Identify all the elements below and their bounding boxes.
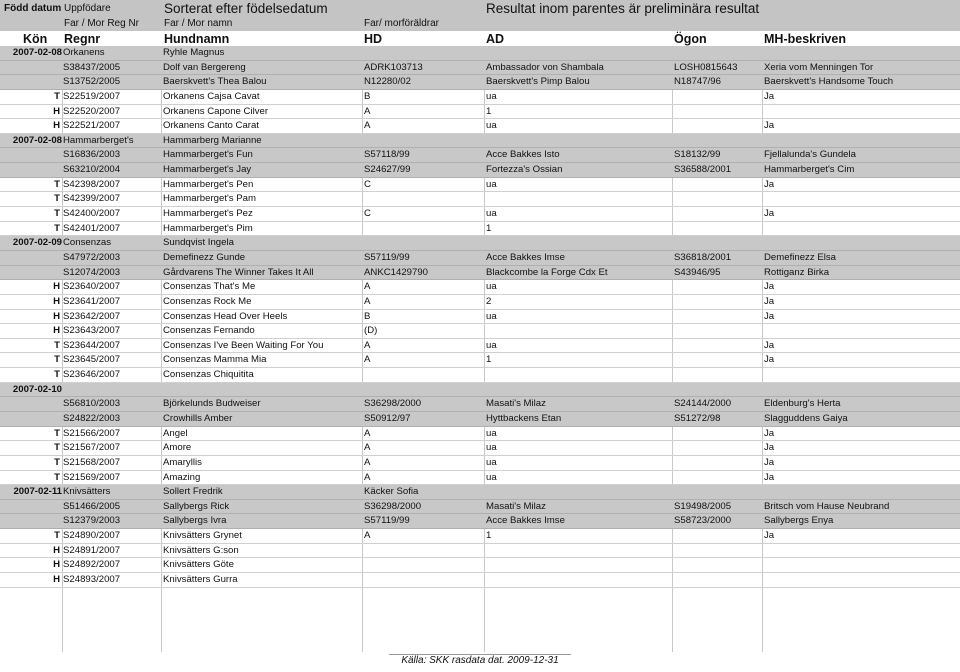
breeder-name: Sundqvist Ingela: [163, 237, 234, 249]
header-ad: AD: [486, 32, 505, 46]
parent-row: [0, 61, 960, 76]
regnr-cell: S22521/2007: [63, 120, 121, 132]
regnr-cell: S23646/2007: [63, 369, 121, 381]
grandparent-name-1: Acce Bakkes Imse: [486, 251, 565, 263]
ad-result-cell: ua: [486, 339, 497, 351]
grandparent-regnr-1: S57118/99: [364, 149, 410, 161]
regnr-cell: S42398/2007: [63, 178, 121, 190]
table-row: [0, 573, 960, 588]
header-far-mor-reg: Far / Mor Reg Nr: [64, 18, 140, 29]
mh-described-cell: Ja: [764, 471, 775, 483]
dog-name-cell: Hammarberget's Pam: [163, 193, 257, 205]
grandparent-name-2: Sallybergs Enya: [764, 515, 834, 527]
parent-row: [0, 397, 960, 412]
parent-name: Gårdvarens The Winner Takes It All: [163, 266, 314, 278]
grandparent-regnr-1: S50912/97: [364, 413, 411, 424]
sex-cell: T: [54, 208, 60, 220]
regnr-cell: S21569/2007: [63, 471, 121, 483]
header-sorterat: Sorterat efter födelsedatum: [164, 1, 328, 16]
ad-result-cell: 1: [486, 354, 492, 366]
parent-regnr: S16836/2003: [63, 149, 121, 161]
dog-name-cell: Hammarberget's Pez: [163, 208, 253, 220]
parent-regnr: S12074/2003: [63, 266, 121, 278]
mh-described-cell: Ja: [764, 178, 775, 190]
hd-result-cell: A: [364, 456, 371, 468]
litter-row: [0, 134, 960, 149]
table-row: [0, 324, 960, 339]
hd-result-cell: C: [364, 208, 371, 220]
parent-name: Hammarberget's Jay: [163, 164, 252, 176]
grandparent-regnr-1: S36298/2000: [364, 500, 422, 512]
parent-name: Crowhills Amber: [163, 413, 233, 424]
parent-regnr: S24822/2003: [63, 413, 121, 424]
grandparent-regnr-2: S58723/2000: [674, 515, 732, 527]
table-row: [0, 192, 960, 207]
parent-row: [0, 412, 960, 427]
parent-name: Björkelunds Budweiser: [163, 398, 261, 410]
mh-described-cell: Ja: [764, 208, 775, 220]
grandparent-name-1: Hyttbackens Etan: [486, 413, 562, 424]
mh-described-cell: Ja: [764, 120, 775, 132]
hd-result-cell: A: [364, 295, 371, 307]
table-row: [0, 105, 960, 120]
grandparent-regnr-2: S24144/2000: [674, 398, 732, 410]
breeder-name: Hammarberg Marianne: [163, 134, 262, 146]
parent-row: [0, 266, 960, 281]
table-row: [0, 339, 960, 354]
table-row: [0, 529, 960, 544]
ad-result-cell: ua: [486, 208, 497, 220]
grandparent-regnr-2: S36588/2001: [674, 164, 732, 176]
birth-date: 2007-02-08: [12, 47, 62, 58]
dog-name-cell: Consenzas Head Over Heels: [163, 310, 288, 322]
sex-cell: H: [53, 105, 60, 117]
parent-name: Baerskvett's Thea Balou: [163, 76, 267, 88]
sex-cell: H: [53, 310, 60, 322]
dog-name-cell: Orkanens Canto Carat: [163, 120, 259, 132]
ad-result-cell: ua: [486, 120, 497, 132]
dog-name-cell: Hammarberget's Pim: [163, 222, 253, 234]
grandparent-name-2: Xeria vom Menningen Tor: [764, 61, 874, 73]
parent-row: [0, 75, 960, 90]
birth-date: 2007-02-10: [12, 383, 62, 395]
parent-regnr: S63210/2004: [63, 164, 121, 176]
grandparent-name-2: Rottiganz Birka: [764, 266, 830, 278]
grandparent-regnr-2: S36818/2001: [674, 251, 732, 263]
ad-result-cell: 2: [486, 295, 492, 307]
litter-row: [0, 485, 960, 500]
parent-name: Hammarberget's Fun: [163, 149, 253, 161]
sex-cell: T: [54, 193, 60, 205]
sex-cell: H: [53, 325, 60, 337]
hd-result-cell: A: [364, 354, 371, 366]
hd-result-cell: C: [364, 178, 371, 190]
table-row: [0, 353, 960, 368]
regnr-cell: S22519/2007: [63, 90, 121, 102]
grandparent-regnr-2: S18132/99: [674, 149, 721, 161]
header-uppfodare: Uppfödare: [64, 3, 111, 14]
regnr-cell: S42400/2007: [63, 208, 121, 220]
sex-cell: T: [54, 530, 60, 542]
parent-row: [0, 251, 960, 266]
regnr-cell: S23644/2007: [63, 339, 121, 351]
table-row: [0, 178, 960, 193]
sex-cell: T: [54, 427, 60, 439]
ad-result-cell: ua: [486, 310, 497, 322]
sex-cell: H: [53, 544, 60, 556]
ad-result-cell: ua: [486, 281, 497, 293]
grandparent-name-1: Masati's Milaz: [486, 398, 546, 410]
litter-row: [0, 236, 960, 251]
breeder-kennel: Hammarberget's: [63, 134, 134, 146]
parent-row: [0, 163, 960, 178]
table-row: [0, 441, 960, 456]
regnr-cell: S23641/2007: [63, 295, 121, 307]
parent-regnr: S12379/2003: [63, 515, 121, 527]
ad-result-cell: 1: [486, 222, 492, 234]
regnr-cell: S21567/2007: [63, 442, 121, 454]
parent-regnr: S56810/2003: [63, 398, 121, 410]
breeder-kennel: Consenzas: [63, 237, 111, 249]
breeder-kennel: Knivsätters: [63, 486, 111, 498]
grandparent-name-1: Ambassador von Shambala: [486, 61, 604, 73]
grandparent-name-2: Eldenburg's Herta: [764, 398, 841, 410]
parent-row: [0, 500, 960, 515]
table-row: [0, 90, 960, 105]
header-regnr: Regnr: [64, 32, 101, 46]
breeder-kennel: Orkanens: [63, 47, 105, 58]
regnr-cell: S21566/2007: [63, 427, 121, 439]
hd-result-cell: (D): [364, 325, 378, 337]
parent-name: Demefinezz Gunde: [163, 251, 246, 263]
dog-name-cell: Angel: [163, 427, 188, 439]
hd-result-cell: A: [364, 281, 371, 293]
header-resultat-note: Resultat inom parentes är preliminära resultat: [486, 1, 760, 16]
sex-cell: H: [53, 281, 60, 293]
breeder-name: Ryhle Magnus: [163, 47, 225, 58]
ad-result-cell: ua: [486, 456, 497, 468]
regnr-cell: S23643/2007: [63, 325, 121, 337]
ad-result-cell: ua: [486, 471, 497, 483]
dog-name-cell: Consenzas That's Me: [163, 281, 256, 293]
dog-name-cell: Knivsätters Gurra: [163, 574, 238, 586]
parent-regnr: S38437/2005: [63, 61, 121, 73]
sex-cell: H: [53, 574, 60, 586]
mh-described-cell: Ja: [764, 530, 775, 542]
dog-name-cell: Amore: [163, 442, 192, 454]
parent-row: [0, 514, 960, 529]
sex-cell: H: [53, 295, 60, 307]
dog-name-cell: Consenzas Mamma Mia: [163, 354, 267, 366]
table-row: [0, 280, 960, 295]
grandparent-name-2: Demefinezz Elsa: [764, 251, 836, 263]
header-ogon: Ögon: [674, 32, 707, 46]
hd-result-cell: B: [364, 90, 371, 102]
header-hundnamn: Hundnamn: [164, 32, 230, 46]
grandparent-regnr-1: ANKC1429790: [364, 266, 429, 278]
parent-regnr: S51466/2005: [63, 500, 121, 512]
grandparent-regnr-2: N18747/96: [674, 76, 721, 88]
grandparent-regnr-2: S51272/98: [674, 413, 721, 424]
parent-row: [0, 148, 960, 163]
table-row: [0, 456, 960, 471]
grandparent-name-1: Acce Bakkes Isto: [486, 149, 560, 161]
ad-result-cell: 1: [486, 105, 492, 117]
header-kon: Kön: [23, 32, 48, 46]
ad-result-cell: ua: [486, 442, 497, 454]
table-row: [0, 295, 960, 310]
ad-result-cell: ua: [486, 90, 497, 102]
ad-result-cell: 1: [486, 530, 492, 542]
header-far-morforaldrar: Far/ morföräldrar: [364, 18, 440, 29]
regnr-cell: S23642/2007: [63, 310, 121, 322]
source-text: Källa: SKK rasdata dat. 2009-12-31: [389, 654, 570, 666]
mh-described-cell: Ja: [764, 295, 775, 307]
dog-name-cell: Knivsätters Göte: [163, 559, 234, 571]
grandparent-regnr-1: N12280/02: [364, 76, 411, 88]
litter-row: [0, 383, 960, 398]
grandparent-regnr-1: S36298/2000: [364, 398, 422, 410]
sex-cell: H: [53, 559, 60, 571]
sex-cell: T: [54, 471, 60, 483]
sex-cell: H: [53, 120, 60, 132]
mh-described-cell: Ja: [764, 442, 775, 454]
hd-result-cell: A: [364, 120, 371, 132]
table-row: [0, 207, 960, 222]
dog-name-cell: Amaryllis: [163, 456, 202, 468]
dog-name-cell: Orkanens Capone Cilver: [163, 105, 269, 117]
hd-result-cell: A: [364, 530, 371, 542]
regnr-cell: S23640/2007: [63, 281, 121, 293]
header-row-1: [0, 0, 960, 17]
dog-name-cell: Knivsätters Grynet: [163, 530, 242, 542]
table-row: [0, 310, 960, 325]
breeder-name: Sollert Fredrik: [163, 486, 223, 498]
parent-regnr: S13752/2005: [63, 76, 121, 88]
grandparent-regnr-2: S43946/95: [674, 266, 721, 278]
mh-described-cell: Ja: [764, 310, 775, 322]
table-row: [0, 471, 960, 486]
table-row: [0, 544, 960, 559]
regnr-cell: S24891/2007: [63, 544, 121, 556]
hd-result-cell: B: [364, 310, 371, 322]
regnr-cell: S42401/2007: [63, 222, 121, 234]
dog-name-cell: Hammarberget's Pen: [163, 178, 254, 190]
ad-result-cell: ua: [486, 178, 497, 190]
header-far-mor-namn: Far / Mor namn: [164, 18, 233, 29]
mh-described-cell: Ja: [764, 339, 775, 351]
sex-cell: T: [54, 369, 60, 381]
birth-date: 2007-02-09: [12, 237, 62, 249]
grandparent-name-1: Blackcombe la Forge Cdx Et: [486, 266, 608, 278]
regnr-cell: S23645/2007: [63, 354, 121, 366]
grandparent-name-1: Fortezza's Ossian: [486, 164, 563, 176]
sex-cell: T: [54, 90, 60, 102]
header-row-2: [0, 17, 960, 31]
grandparent-regnr-2: S19498/2005: [674, 500, 732, 512]
header-row-3: [0, 31, 960, 46]
dog-name-cell: Amazing: [163, 471, 201, 483]
dog-name-cell: Orkanens Cajsa Cavat: [163, 90, 260, 102]
grandparent-regnr-2: LOSH0815643: [674, 61, 738, 73]
grandparent-regnr-1: S57119/99: [364, 515, 410, 527]
hd-result-cell: A: [364, 105, 371, 117]
sex-cell: T: [54, 442, 60, 454]
co-breeder-name: Käcker Sofia: [364, 486, 419, 498]
dog-name-cell: Knivsätters G:son: [163, 544, 239, 556]
sex-cell: T: [54, 222, 60, 234]
grandparent-name-2: Fjellalunda's Gundela: [764, 149, 856, 161]
header-fodd-datum: Född datum: [4, 3, 62, 14]
sex-cell: T: [54, 339, 60, 351]
regnr-cell: S42399/2007: [63, 193, 121, 205]
parent-regnr: S47972/2003: [63, 251, 121, 263]
table-row: [0, 558, 960, 573]
sex-cell: T: [54, 354, 60, 366]
table-row: [0, 427, 960, 442]
parent-name: Sallybergs Ivra: [163, 515, 227, 527]
hd-result-cell: A: [364, 442, 371, 454]
table-row: [0, 368, 960, 383]
regnr-cell: S24890/2007: [63, 530, 121, 542]
sex-cell: T: [54, 456, 60, 468]
grandparent-regnr-1: ADRK103713: [364, 61, 423, 73]
header-hd: HD: [364, 32, 383, 46]
regnr-cell: S21568/2007: [63, 456, 121, 468]
dog-name-cell: Consenzas I've Been Waiting For You: [163, 339, 324, 351]
mh-described-cell: Ja: [764, 354, 775, 366]
grandparent-name-1: Baerskvett's Pimp Balou: [486, 76, 590, 88]
parent-name: Dolf van Bergereng: [163, 61, 246, 73]
dog-name-cell: Consenzas Chiquitita: [163, 369, 254, 381]
sex-cell: T: [54, 178, 60, 190]
hd-result-cell: A: [364, 471, 371, 483]
mh-described-cell: Ja: [764, 90, 775, 102]
grandparent-name-2: Slagguddens Gaiya: [764, 413, 848, 424]
grandparent-name-2: Hammarberget's Cim: [764, 164, 855, 176]
dog-name-cell: Consenzas Fernando: [163, 325, 255, 337]
mh-described-cell: Ja: [764, 281, 775, 293]
regnr-cell: S24893/2007: [63, 574, 121, 586]
grandparent-name-1: Masati's Milaz: [486, 500, 546, 512]
hd-result-cell: A: [364, 339, 371, 351]
ad-result-cell: ua: [486, 427, 497, 439]
grandparent-name-2: Britsch vom Hause Neubrand: [764, 500, 890, 512]
grandparent-regnr-1: S24627/99: [364, 164, 411, 176]
birth-date: 2007-02-11: [13, 486, 62, 498]
source-footer: [0, 654, 960, 666]
mh-described-cell: Ja: [764, 456, 775, 468]
birth-date: 2007-02-08: [12, 134, 62, 146]
grandparent-name-1: Acce Bakkes Imse: [486, 515, 565, 527]
hd-result-cell: A: [364, 427, 371, 439]
regnr-cell: S22520/2007: [63, 105, 121, 117]
header-mh: MH-beskriven: [764, 32, 846, 46]
regnr-cell: S24892/2007: [63, 559, 121, 571]
mh-described-cell: Ja: [764, 427, 775, 439]
grandparent-regnr-1: S57119/99: [364, 251, 410, 263]
dog-name-cell: Consenzas Rock Me: [163, 295, 252, 307]
table-row: [0, 222, 960, 237]
table-row: [0, 119, 960, 134]
parent-name: Sallybergs Rick: [163, 500, 230, 512]
litter-row: [0, 46, 960, 61]
grandparent-name-2: Baerskvett's Handsome Touch: [764, 76, 894, 88]
